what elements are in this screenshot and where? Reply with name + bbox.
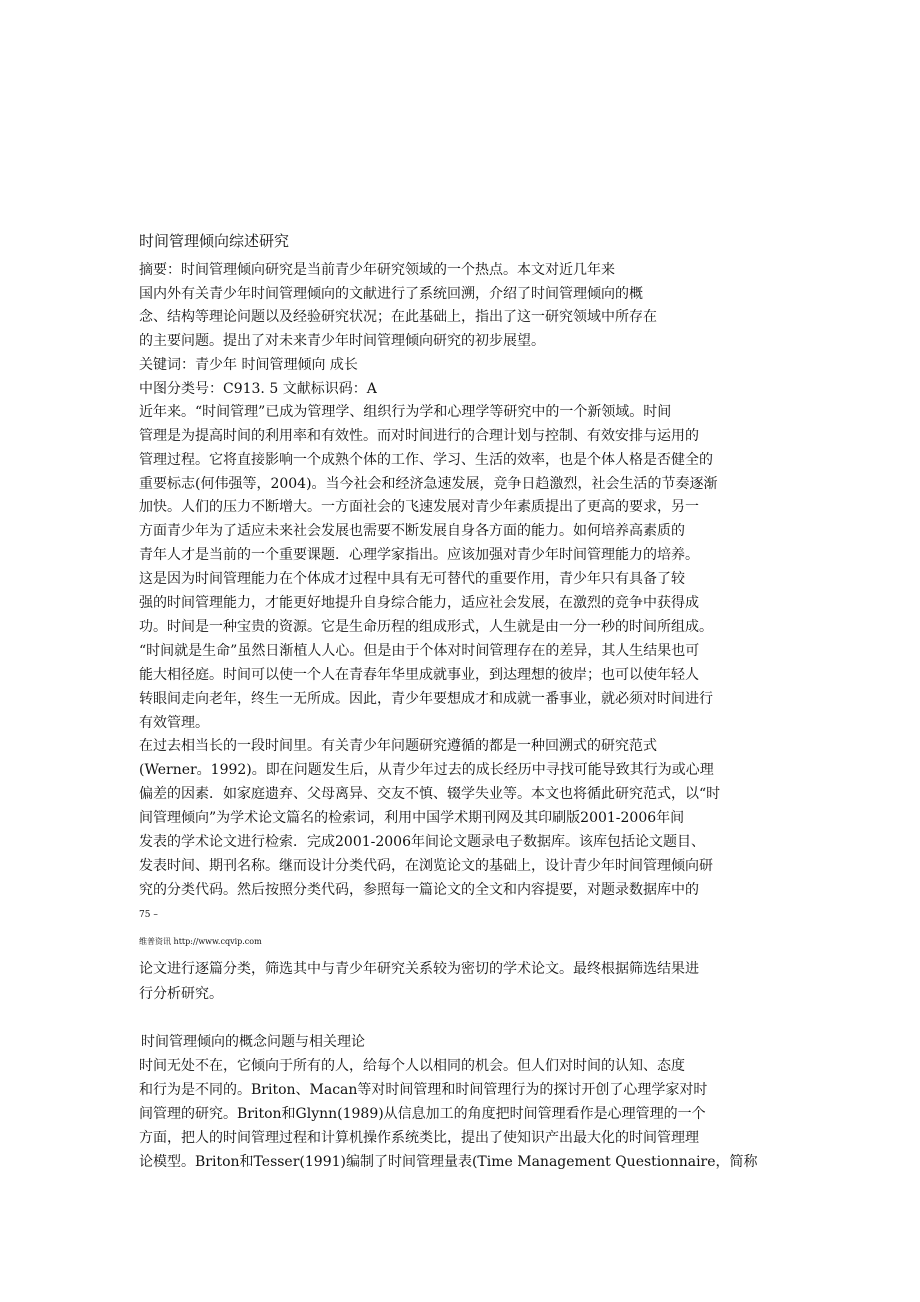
body-line: 功。时间是一种宝贵的资源。它是生命历程的组成形式，人生就是由一分一秒的时间所组成。 [139, 619, 713, 635]
body-line: 近年来。“时间管理”已成为管理学、组织行为学和心理学等研究中的一个新领域。时间 [139, 404, 672, 420]
body-line: 究的分类代码。然后按照分类代码，参照每一篇论文的全文和内容提要，对题录数据库中的 [139, 882, 699, 898]
body-line: 在过去相当长的一段时间里。有关青少年问题研究遵循的都是一种回溯式的研究范式 [139, 738, 657, 754]
body-line: 管理过程。它将直接影响一个成熟个体的工作、学习、生活的效率，也是个体人格是否健全的 [139, 452, 713, 468]
abstract-line: 摘要：时间管理倾向研究是当前青少年研究领域的一个热点。本文对近几年来 [139, 262, 615, 278]
body-line: 论文进行逐篇分类，筛选其中与青少年研究关系较为密切的学术论文。最终根据筛选结果进 [139, 961, 699, 977]
abstract-line: 念、结构等理论问题以及经验研究状况；在此基础上，指出了这一研究领域中所存在 [139, 309, 657, 325]
section-heading: 时间管理倾向的概念问题与相关理论 [141, 1034, 365, 1050]
body-line: “时间就是生命”虽然日渐植人人心。但是由于个体对时间管理存在的差异，其人生结果也可 [139, 643, 700, 659]
body-line: 管理是为提高时间的利用率和有效性。而对时间进行的合理计划与控制、有效安排与运用的 [139, 428, 699, 444]
body-line: 发表时间、期刊名称。继而设计分类代码，在浏览论文的基础上，设计青少年时间管理倾向研 [139, 858, 713, 874]
body-line: 有效管理。 [139, 715, 209, 731]
body-line: 论模型。Briton和Tesser(1991)编制了时间管理量表(Time Management Questionnaire，简称 [139, 1154, 758, 1170]
watermark-text: 维普资讯 http://www.cqvip.com [139, 937, 262, 946]
body-line: (Werner。1992)。即在问题发生后，从青少年过去的成长经历中寻找可能导致其行为或心理 [139, 762, 714, 778]
body-line: 发表的学术论文进行检索．完成2001-2006年间论文题录电子数据库。该库包括论文题目、 [139, 834, 705, 850]
body-line: 间管理的研究。Briton和Glynn(1989)从信息加工的角度把时间管理看作是心理管理的一个 [139, 1106, 706, 1122]
abstract-line: 的主要问题。提出了对未来青少年时间管理倾向研究的初步展望。 [139, 333, 545, 349]
body-line: 加快。人们的压力不断增大。一方面社会的飞速发展对青少年素质提出了更高的要求，另一 [139, 499, 699, 515]
body-line: 转眼间走向老年，终生一无所成。因此，青少年要想成才和成就一番事业，就必须对时间进行 [139, 691, 713, 707]
classification-code: 中图分类号：C913. 5 文献标识码：A [139, 381, 377, 397]
body-line: 青年人才是当前的一个重要课题．心理学家指出。应该加强对青少年时间管理能力的培养。 [139, 547, 699, 563]
keywords: 关键词：青少年 时间管理倾向 成长 [139, 357, 358, 373]
body-line: 时间无处不在，它倾向于所有的人，给每个人以相同的机会。但人们对时间的认知、态度 [139, 1058, 685, 1074]
body-line: 能大相径庭。时间可以使一个人在青春年华里成就事业，到达理想的彼岸；也可以使年轻人 [139, 667, 699, 683]
body-line: 行分析研究。 [139, 986, 223, 1002]
body-line: 和行为是不同的。Briton、Macan等对时间管理和时间管理行为的探讨开创了心理学家对时 [139, 1082, 708, 1098]
body-line: 重要标志(何伟强等，2004)。当今社会和经济急速发展，竞争日趋激烈，社会生活的节奏逐渐 [139, 476, 718, 492]
page-number: 75 – [139, 910, 158, 920]
article-title: 时间管理倾向综述研究 [139, 232, 290, 250]
body-line: 强的时间管理能力，才能更好地提升自身综合能力，适应社会发展，在激烈的竞争中获得成 [139, 595, 699, 611]
body-line: 方面青少年为了适应未来社会发展也需要不断发展自身各方面的能力。如何培养高素质的 [139, 523, 685, 539]
body-line: 这是因为时间管理能力在个体成才过程中具有无可替代的重要作用，青少年只有具备了较 [139, 571, 685, 587]
abstract-line: 国内外有关青少年时间管理倾向的文献进行了系统回溯，介绍了时间管理倾向的概 [139, 286, 643, 302]
body-line: 间管理倾向”为学术论文篇名的检索词，利用中国学术期刊网及其印刷版2001-2006年间 [139, 810, 685, 826]
body-line: 偏差的因素．如家庭遗弃、父母离异、交友不慎、辍学失业等。本文也将循此研究范式，以“时 [139, 786, 721, 802]
body-line: 方面，把人的时间管理过程和计算机操作系统类比，提出了使知识产出最大化的时间管理理 [139, 1130, 699, 1146]
